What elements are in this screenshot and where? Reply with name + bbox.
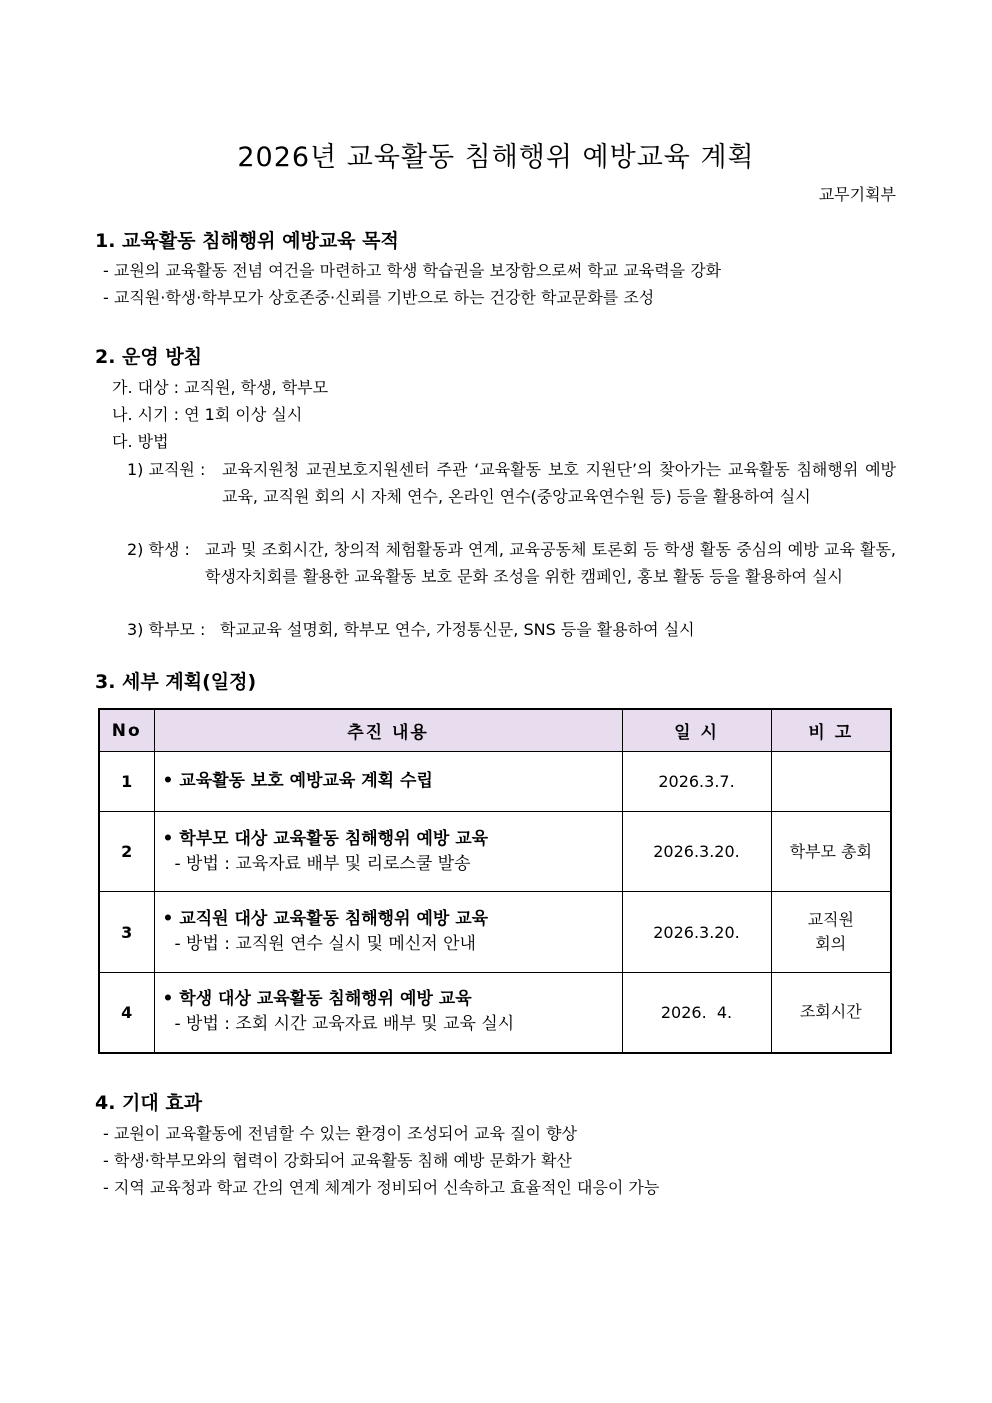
method-text-parent: 학교교육 설명회, 학부모 연수, 가정통신문, SNS 등을 활용하여 실시	[220, 620, 695, 639]
row-note-text: 교직원	[807, 910, 854, 930]
section4-bullet: - 지역 교육청과 학교 간의 연계 체계가 정비되어 신속하고 효율적인 대응이 가능	[103, 1178, 660, 1197]
method-label-student: 2) 학생 :	[127, 540, 190, 559]
section4-bullet: - 학생·학부모와의 협력이 강화되어 교육활동 침해 예방 문화가 확산	[103, 1151, 572, 1170]
department-label: 교무기획부	[818, 185, 896, 204]
timing-line: 나. 시기 : 연 1회 이상 실시	[112, 405, 303, 424]
table-header-row	[99, 709, 891, 752]
row-note-text: 회의	[815, 934, 847, 954]
section4-heading: 4. 기대 효과	[95, 1092, 203, 1114]
section3-heading: 3. 세부 계획(일정)	[95, 671, 257, 693]
row-note	[771, 892, 891, 972]
section1-heading: 1. 교육활동 침해행위 예방교육 목적	[95, 230, 399, 252]
row-content	[154, 812, 622, 892]
column-header-note: 비 고	[771, 709, 891, 752]
row-note	[771, 752, 891, 812]
row-main-item: • 교직원 대상 교육활동 침해행위 예방 교육	[162, 909, 489, 930]
row-number: 4	[99, 972, 154, 1053]
document-title: 2026년 교육활동 침해행위 예방교육 계획	[237, 142, 755, 173]
row-number: 2	[99, 812, 154, 892]
section4-bullet: - 교원이 교육활동에 전념할 수 있는 환경이 조성되어 교육 질이 향상	[103, 1124, 577, 1143]
row-main-item: • 교육활동 보호 예방교육 계획 수립	[162, 771, 433, 792]
row-main-item: • 학부모 대상 교육활동 침해행위 예방 교육	[162, 828, 489, 849]
row-note	[771, 972, 891, 1053]
row-main-item: • 학생 대상 교육활동 침해행위 예방 교육	[162, 989, 472, 1010]
table-row	[99, 972, 891, 1053]
table-row	[99, 812, 891, 892]
target-line: 가. 대상 : 교직원, 학생, 학부모	[112, 378, 329, 397]
row-number: 3	[99, 892, 154, 972]
table-row	[99, 752, 891, 812]
schedule-table	[98, 708, 892, 1054]
section2-heading: 2. 운영 방침	[95, 346, 203, 368]
section1-bullet: - 교원의 교육활동 전념 여건을 마련하고 학생 학습권을 보장함으로써 학교 교육력을 강화	[103, 261, 722, 280]
section1-bullet: - 교직원·학생·학부모가 상호존중·신뢰를 기반으로 하는 건강한 학교문화를 조성	[103, 288, 655, 307]
method-text-student: 교과 및 조회시간, 창의적 체험활동과 연계, 교육공동체 토론회 등 학생 활동 중심의 예방 교육 활동, 학생자치회를 활용한 교육활동 보호 문화 조성을 위한 캠페인, 홍보 활동 등을 활용하여 실시	[205, 540, 896, 586]
row-note	[771, 812, 891, 892]
row-content	[154, 892, 622, 972]
method-heading: 다. 방법	[112, 432, 169, 451]
row-sub-item: - 방법 : 조회 시간 교육자료 배부 및 교육 실시	[174, 1014, 515, 1035]
row-number: 1	[99, 752, 154, 812]
column-header-content: 추진 내용	[154, 709, 622, 752]
method-label-parent: 3) 학부모 :	[127, 620, 206, 639]
table-row	[99, 892, 891, 972]
row-date: 2026. 4.	[622, 972, 771, 1053]
method-text-staff: 교육지원청 교권보호지원센터 주관 ‘교육활동 보호 지원단’의 찾아가는 교육활동 침해행위 예방교육, 교직원 회의 시 자체 연수, 온라인 연수(중앙교육연수원 등) 등을 활용하여 실시	[222, 460, 896, 506]
row-sub-item: - 방법 : 교육자료 배부 및 리로스쿨 발송	[174, 853, 471, 874]
row-content	[154, 972, 622, 1053]
column-header-no: No	[99, 709, 154, 752]
row-content	[154, 752, 622, 812]
method-label-staff: 1) 교직원 :	[127, 460, 206, 479]
row-sub-item: - 방법 : 교직원 연수 실시 및 메신저 안내	[174, 934, 476, 955]
row-date: 2026.3.20.	[622, 892, 771, 972]
row-date: 2026.3.7.	[622, 752, 771, 812]
row-note-text: 조회시간	[799, 1002, 862, 1022]
column-header-date: 일 시	[622, 709, 771, 752]
row-note-text: 학부모 총회	[789, 841, 872, 861]
row-date: 2026.3.20.	[622, 812, 771, 892]
